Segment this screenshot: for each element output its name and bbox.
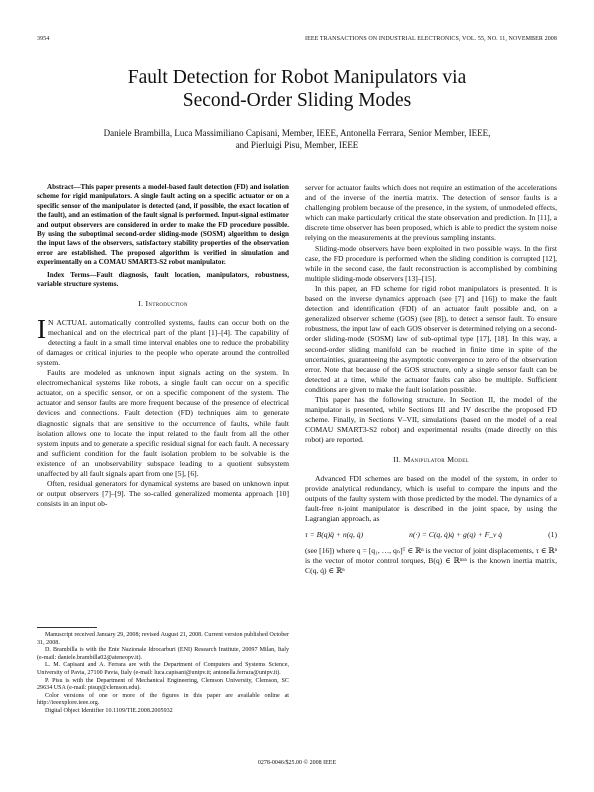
footnote: D. Brambilla is with the Ente Nazionale Idrocarburi (ENI) Research Institute, 20097 Milan, Italy (e-mail: daniele.brambilla02@ateneopv.it). (37, 647, 289, 661)
equation-number: (1) (548, 530, 557, 539)
model-paragraph-1: Advanced FDI schemes are based on the model of the system, in order to provide analytical redundancy, which is useful to compare the inputs and the outputs of the faulty system with those predicted by the model. The dynamics of a fault-free n-joint manipulator is described in the joint space, by using the Lagrangian approach, as (305, 473, 557, 523)
footnotes (37, 632, 289, 716)
equation-1 (305, 530, 557, 540)
right-paragraph-4: This paper has the following structure. In Section II, the model of the manipulator is presented, while Sections III and IV describe the proposed FD scheme. Finally, in Sections V–VII, simulations (based on the model of a real COMAU SMART3-S2 robot) and experimental results (made directly on this robot) are reported. (305, 394, 557, 445)
index-terms: Index Terms—Fault diagnosis, fault location, manipulators, robustness, variable structure systems. (37, 270, 289, 289)
footnote: L. M. Capisani and A. Ferrara are with the Department of Computers and Systems Science, University of Pavia, 27100 Pavia, Italy (e-mail: luca.capisani@unipv.it; antonella.ferrara@unipv.it). (37, 662, 289, 676)
intro-paragraph-1 (37, 313, 289, 368)
section-2-heading: II. Manipulator Model (393, 455, 469, 465)
equation-left: τ = B(q)q̈ + n(q, q̇) (305, 530, 364, 539)
right-paragraph-3: In this paper, an FD scheme for rigid robot manipulators is presented. It is based on the inverse dynamics approach (see [7] and [16]) to make the fault detection and identification (FDI) of an actuator fault possible and, on a generalized observer scheme (GOS) (see [8]), to detect a sensor fault. To ensure robustness, the input law of each GOS observer is determined relying on a second-order sliding-mode (SOSM) law of sub-optimal type [17], [18]. In this way, a second-order sliding manifold can be reached in finite time in spite of the uncertainties, guaranteeing the asymptotic convergence to zero of the observation error. Note that because of the GOS structure, only a single sensor fault can be detected at a time, while the actuator faults can also be multiple. Sufficient conditions are given to make the fault isolation possible. (305, 283, 557, 394)
model-paragraph-2: (see [16]) where q = [q₁, …, qₙ]ᵀ ∈ ℝⁿ is the vector of joint displacements, τ ∈ ℝⁿ is the vector of motor control torques, B(q) ∈ ℝⁿˣⁿ is the known inertia matrix, C(q, q̇) ∈ ℝⁿ (305, 546, 557, 576)
right-paragraph-2: Sliding-mode observers have been exploited in two possible ways. In the first case, the FD procedure is performed when the sliding condition is corrupted [12], while in the second case, the fault reconstruction is accomplished by combining multiple sliding-mode observers [13]–[15]. (305, 243, 557, 283)
section-1-heading: I. Introduction (138, 299, 188, 309)
drop-cap: I (37, 313, 46, 344)
authors-line-2: and Pierluigi Pisu, Member, IEEE (235, 140, 359, 150)
abstract: Abstract—This paper presents a model-based fault detection (FD) and isolation scheme for rigid manipulators. A single fault acting on a specific actuator or on a specific sensor of the manipulator is detected (and, if possible, the exact location of the fault), and an estimation of the fault signal is performed. Input-signal estimator and output observers are considered in order to make the FD procedure possible. By using the suboptimal second-order sliding-mode (SOSM) algorithm to design the input laws of the observers, satisfactory stability properties of the observation error are established. The proposed algorithm is verified in simulation and experimentally on a COMAU SMART3-S2 robot manipulator. (37, 183, 289, 267)
page-number: 3954 (37, 36, 50, 42)
footnote: P. Pisu is with the Department of Mechanical Engineering, Clemson University, Clemson, SC 29634 USA (e-mail: pisup@clemson.edu). (37, 677, 289, 692)
paper-title (0, 66, 594, 112)
copyright-footer: 0278-0046/$25.00 © 2008 IEEE (257, 760, 337, 766)
title-line-2: Second-Order Sliding Modes (182, 90, 412, 111)
journal-header: IEEE TRANSACTIONS ON INDUSTRIAL ELECTRONICS, VOL. 55, NO. 11, NOVEMBER 2008 (305, 36, 557, 42)
equation-right: n(·) = C(q, q̇)q̇ + g(q) + F_v q̇ (409, 530, 503, 539)
left-column (37, 183, 289, 509)
authors (60, 127, 534, 151)
title-line-1: Fault Detection for Robot Manipulators via (127, 67, 467, 88)
authors-line-1: Daniele Brambilla, Luca Massimiliano Capisani, Member, IEEE, Antonella Ferrara, Senior Member, IEEE, (103, 128, 491, 138)
right-paragraph-1: server for actuator faults which does not require an estimation of the accelerations and of the inverse of the inertia matrix. The detection of sensor faults is a challenging problem because of the presence, in the system, of unmodeled effects, which can make particularly critical the state observation and prediction. In [11], a discrete time observer has been proposed, which is able to predict the system noise relying on the measurements at the previous sampling instants. (305, 183, 557, 243)
footnote: Color versions of one or more of the figures in this paper are available online at http://ieeexplore.ieee.org. (37, 692, 289, 707)
right-column (305, 183, 557, 576)
intro-paragraph-3: Often, residual generators for dynamical systems are based on unknown input or output observers [7]–[9]. The so-called generalized momenta approach [10] consists in an input ob- (37, 479, 289, 509)
footnote: Manuscript received January 29, 2008; revised August 21, 2008. Current version published October 31, 2008. (37, 632, 289, 646)
intro-paragraph-1-text: N ACTUAL automatically controlled systems, faults can occur both on the mechanical and on the electrical part of the plant [1]–[4]. The capability of detecting a fault in a small time interval enables one to reduce the probability of damages or critical injuries to the people who operate around the controlled system. (37, 317, 289, 367)
footnote-rule (37, 627, 97, 628)
footnote: Digital Object Identifier 10.1109/TIE.2008.2005932 (45, 707, 173, 714)
intro-paragraph-2: Faults are modeled as unknown input signals acting on the system. In electromechanical systems like robots, a single fault can occur on a specific actuator, on a specific sensor, or on a specific component of the system. The actuator and sensor faults are more frequent because of the presence of electrical devices and connections. Fault detection (FD) techniques aim to generate diagnostic signals that are sensitive to the occurrence of faults, while fault isolation allows one to locate the input related to the fault from all the other system inputs and to generate a specific residual signal for each fault. A necessary and sufficient condition for the fault isolation problem to be solvable is the existence of an unobservability subspace leading to a quotient subsystem unaffected by all fault signals apart from one [5], [6]. (37, 368, 289, 478)
